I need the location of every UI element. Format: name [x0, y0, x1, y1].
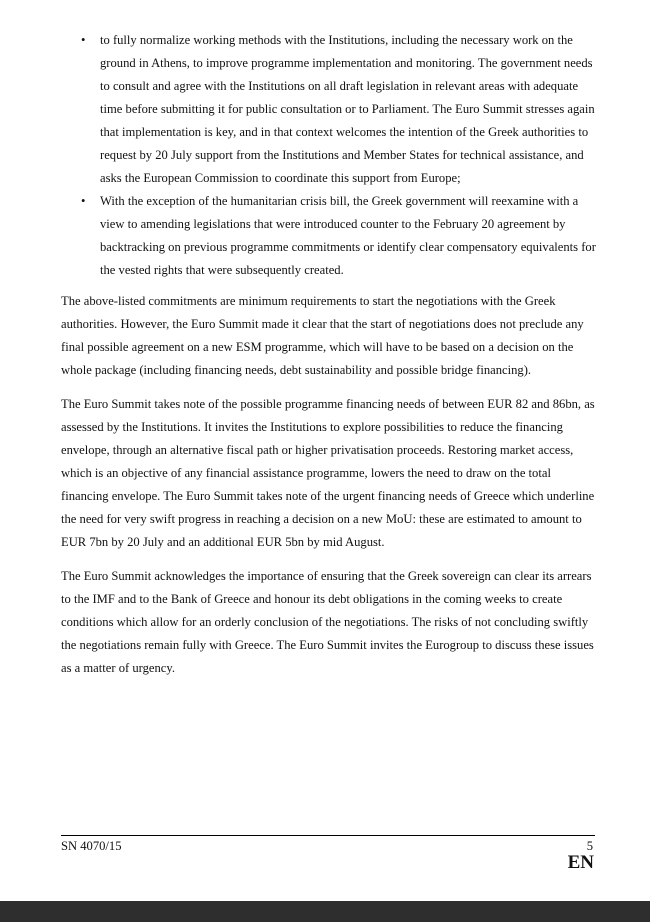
footer-divider [61, 835, 595, 836]
language-code: EN [567, 852, 594, 873]
list-item [61, 29, 596, 190]
document-body [61, 29, 596, 680]
list-item-text: to fully normalize working methods with the Institutions, including the necessary work on the ground in Athens, to improve programme implementation and monitoring. The government needs to consult and agree with the Institutions on all draft legislation in relevant areas with adequate time before submitting it for public consultation or to Parliament. The Euro Summit stresses again that implementation is key, and in that context welcomes the intention of the Greek authorities to request by 20 July support from the Institutions and Member States for technical assistance, and asks the European Commission to coordinate this support from Europe; [100, 33, 595, 185]
list-item [61, 190, 596, 282]
page-number: 5 [586, 839, 593, 853]
bullet-marker: • [81, 194, 86, 208]
list-item-text: With the exception of the humanitarian crisis bill, the Greek government will reexamine with a view to amending legislations that were introduced counter to the February 20 agreement by backtracking on previous programme commitments or identify clear compensatory equivalents for the vested rights that were subsequently created. [100, 194, 596, 277]
bullet-marker: • [81, 33, 86, 47]
viewer-bottom-bar [0, 901, 650, 922]
document-reference: SN 4070/15 [61, 839, 122, 853]
commitments-list [61, 29, 596, 282]
paragraph-minimum-requirements: The above-listed commitments are minimum requirements to start the negotiations with the Greek authorities. However, the Euro Summit made it clear that the start of negotiations does not preclude any final possible agreement on a new ESM programme, which will have to be based on a decision on the whole package (including financing needs, debt sustainability and possible bridge financing). [61, 294, 584, 377]
paragraph-financing-needs: The Euro Summit takes note of the possible programme financing needs of between EUR 82 and 86bn, as assessed by the Institutions. It invites the Institutions to explore possibilities to reduce the financing envelope, through an alternative fiscal path or higher privatisation proceeds. Restoring market access, which is an objective of any financial assistance programme, lowers the need to draw on the total financing envelope. The Euro Summit takes note of the urgent financing needs of Greece which underline the need for very swift progress in reaching a decision on a new MoU: these are estimated to amount to EUR 7bn by 20 July and an additional EUR 5bn by mid August. [61, 397, 595, 549]
paragraph-arrears: The Euro Summit acknowledges the importance of ensuring that the Greek sovereign can clear its arrears to the IMF and to the Bank of Greece and honour its debt obligations in the coming weeks to create conditions which allow for an orderly conclusion of the negotiations. The risks of not concluding swiftly the negotiations remain fully with Greece. The Euro Summit invites the Eurogroup to discuss these issues as a matter of urgency. [61, 569, 594, 675]
